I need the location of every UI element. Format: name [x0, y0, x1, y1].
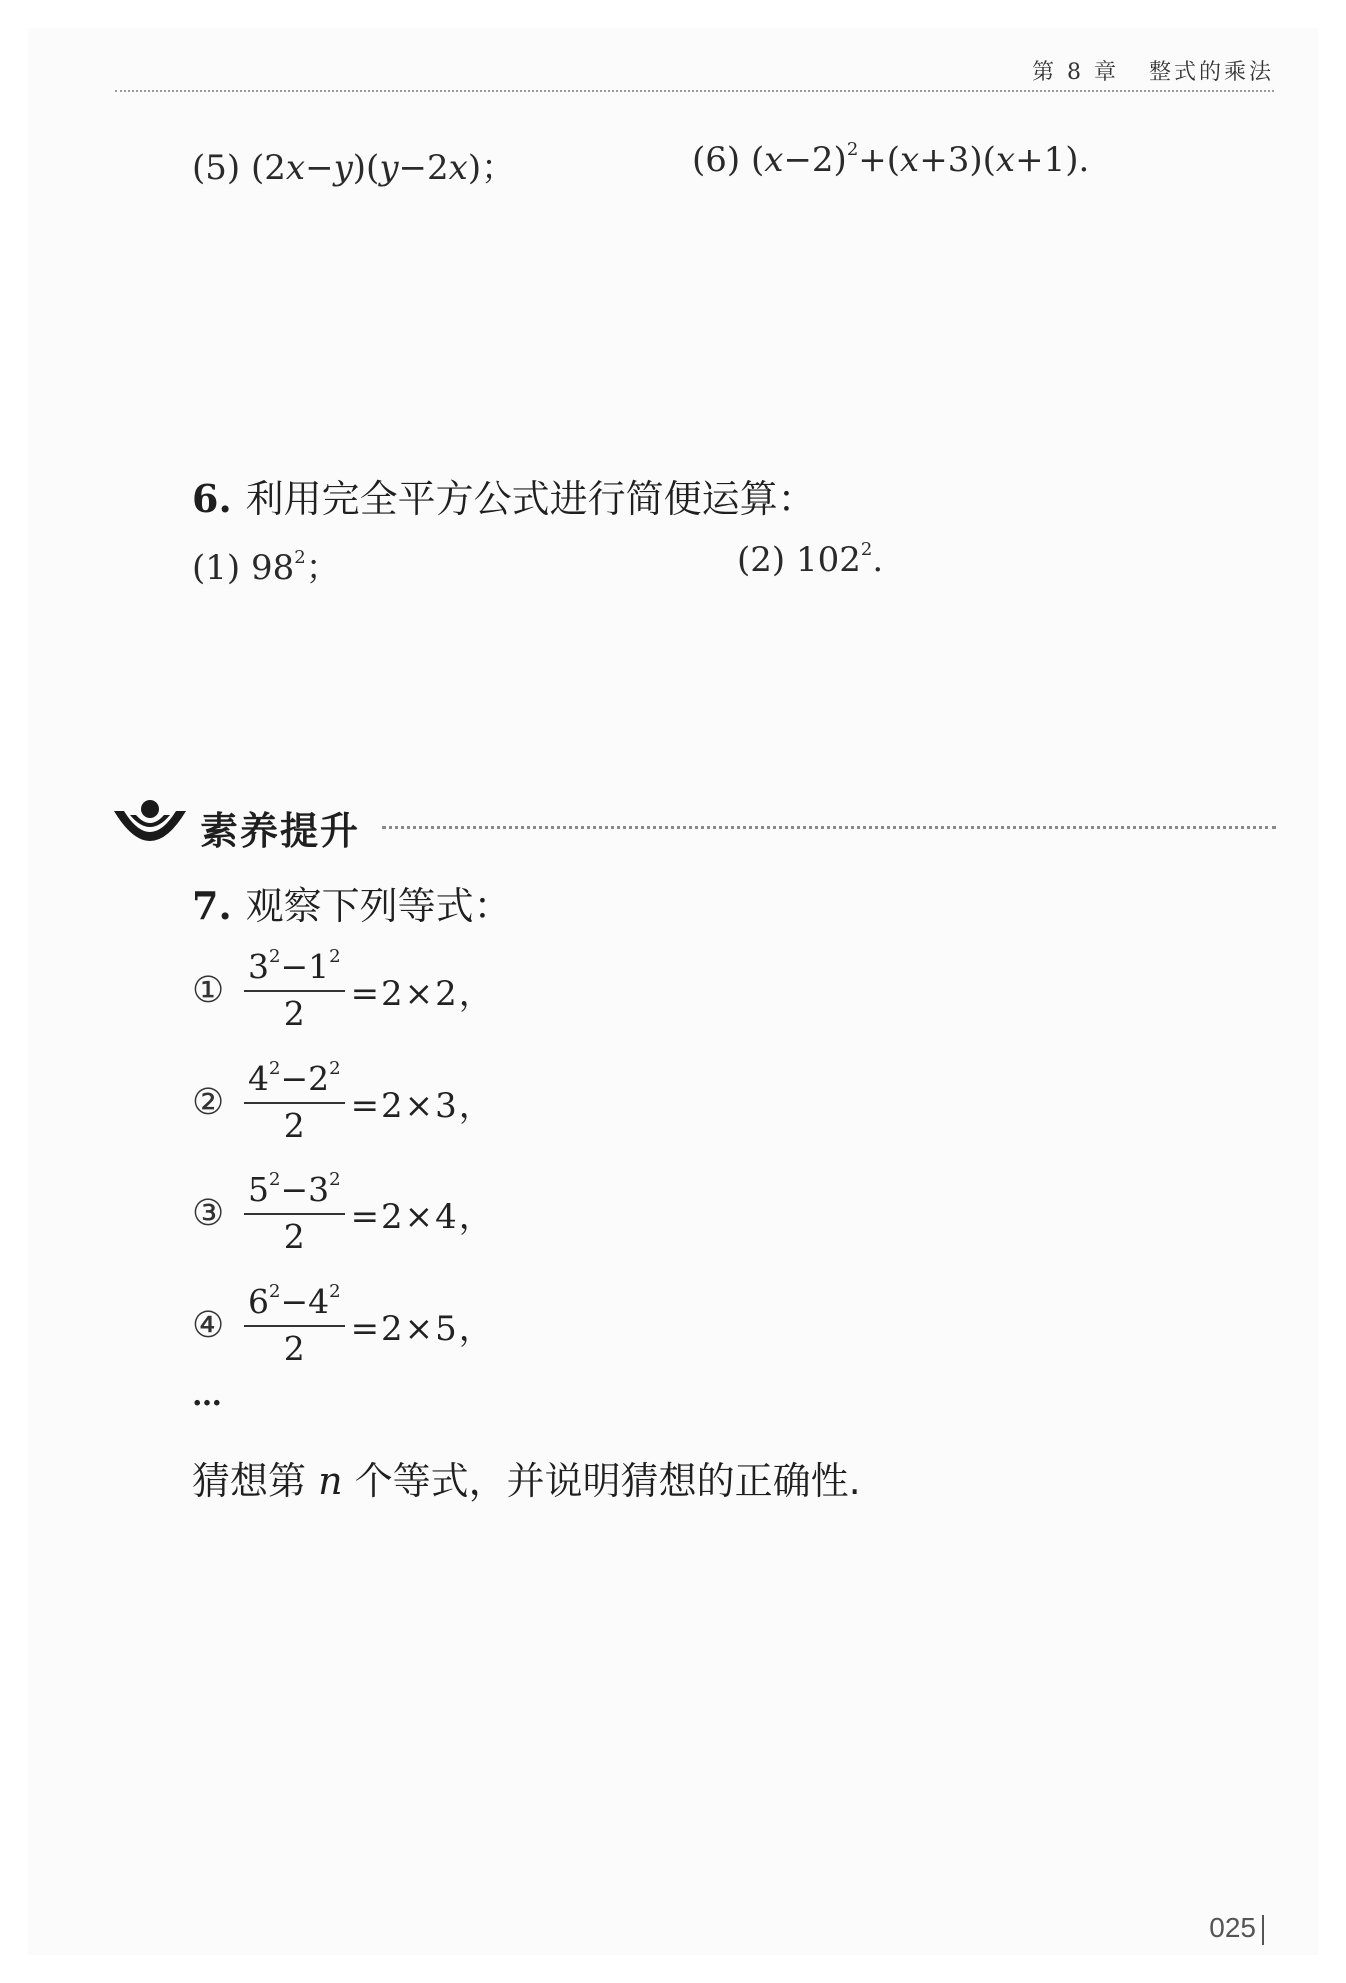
exponent-a: 2: [269, 1058, 281, 1079]
exponent-b: 2: [329, 946, 341, 967]
chapter-title: 整式的乘法: [1148, 60, 1274, 85]
equation-4-fraction: $\frac{6^2-4^2}{2}$: [244, 1282, 345, 1368]
exponent-b: 2: [329, 1169, 341, 1190]
item-6-expression: $(x-2)^2+(x+3)(x+1)$.: [750, 139, 1090, 180]
item-5-label: (5): [192, 148, 241, 188]
numerator-a: 6: [248, 1282, 269, 1321]
equation-4-rhs: =2×5，: [350, 1308, 495, 1349]
part-2-exponent: 2: [860, 539, 873, 560]
equation-2-marker: ②: [192, 1081, 225, 1123]
exponent-a: 2: [269, 946, 281, 967]
equation-1-fraction: $\frac{3^2-1^2}{2}$: [244, 947, 345, 1033]
conclusion-text-a: 猜想第: [192, 1459, 319, 1503]
question-6-part-2: [737, 540, 883, 580]
question-7-number: 7.: [192, 883, 232, 928]
item-6: [692, 140, 1089, 180]
equation-1-rhs: =2×2，: [350, 973, 495, 1014]
equation-3-marker: ③: [192, 1192, 225, 1234]
part-2-punct: .: [872, 540, 884, 580]
running-header: [1032, 55, 1274, 86]
equation-2-rhs: =2×3，: [350, 1085, 495, 1126]
numerator-b: 1: [308, 947, 330, 986]
equation-3-rhs: =2×4，: [350, 1196, 495, 1237]
part-1-exponent: 2: [294, 547, 306, 568]
item-5: [192, 140, 515, 189]
equation-1: [192, 945, 495, 1035]
conclusion-variable: n: [318, 1459, 343, 1503]
question-7-text: 观察下列等式：: [245, 884, 512, 928]
equation-3-fraction: $\frac{5^2-3^2}{2}$: [244, 1170, 345, 1256]
part-1-base: 98: [250, 548, 295, 588]
question-6-text: 利用完全平方公式进行简便运算：: [245, 477, 816, 521]
part-1-punct: ；: [305, 548, 340, 588]
item-6-label: (6): [692, 140, 741, 180]
equation-3: [192, 1168, 495, 1258]
section-dotted-rule: [382, 826, 1276, 829]
denominator: 2: [283, 994, 305, 1033]
equation-1-marker: ①: [192, 969, 225, 1011]
equation-2: [192, 1057, 495, 1147]
section-title: 素养提升: [200, 809, 361, 853]
numerator-b: 2: [308, 1059, 330, 1098]
exponent-a: 2: [269, 1281, 281, 1302]
ellipsis: …: [192, 1378, 224, 1413]
page-number-bar: [1262, 1915, 1264, 1945]
numerator-a: 5: [248, 1170, 269, 1209]
numerator-a: 3: [248, 947, 269, 986]
section-logo-icon: [110, 795, 190, 853]
equation-4: [192, 1280, 495, 1370]
item-5-expression: (2x−y)(y−2x)；: [250, 148, 516, 188]
question-6-part-1: [192, 540, 340, 589]
numerator-b: 4: [308, 1282, 330, 1321]
question-7-conclusion: [192, 1450, 861, 1505]
numerator-a: 4: [248, 1059, 269, 1098]
part-2-base: 102: [795, 540, 861, 580]
header-divider: [115, 90, 1274, 92]
denominator: 2: [283, 1217, 305, 1256]
part-2-label: (2): [737, 540, 786, 580]
exponent-a: 2: [269, 1169, 281, 1190]
denominator: 2: [283, 1329, 305, 1368]
exponent-b: 2: [329, 1058, 341, 1079]
denominator: 2: [283, 1106, 305, 1145]
numerator-b: 3: [308, 1170, 330, 1209]
part-1-label: (1): [192, 548, 241, 588]
exponent-b: 2: [329, 1281, 341, 1302]
equation-2-fraction: $\frac{4^2-2^2}{2}$: [244, 1059, 345, 1145]
conclusion-text-b: 个等式，并说明猜想的正确性.: [342, 1459, 861, 1503]
equation-4-marker: ④: [192, 1304, 225, 1346]
question-7: [192, 875, 512, 930]
chapter-label: 第 8 章: [1032, 60, 1119, 85]
question-6: [192, 468, 816, 523]
question-6-number: 6.: [192, 476, 232, 521]
page-number: 025: [1209, 1912, 1256, 1943]
